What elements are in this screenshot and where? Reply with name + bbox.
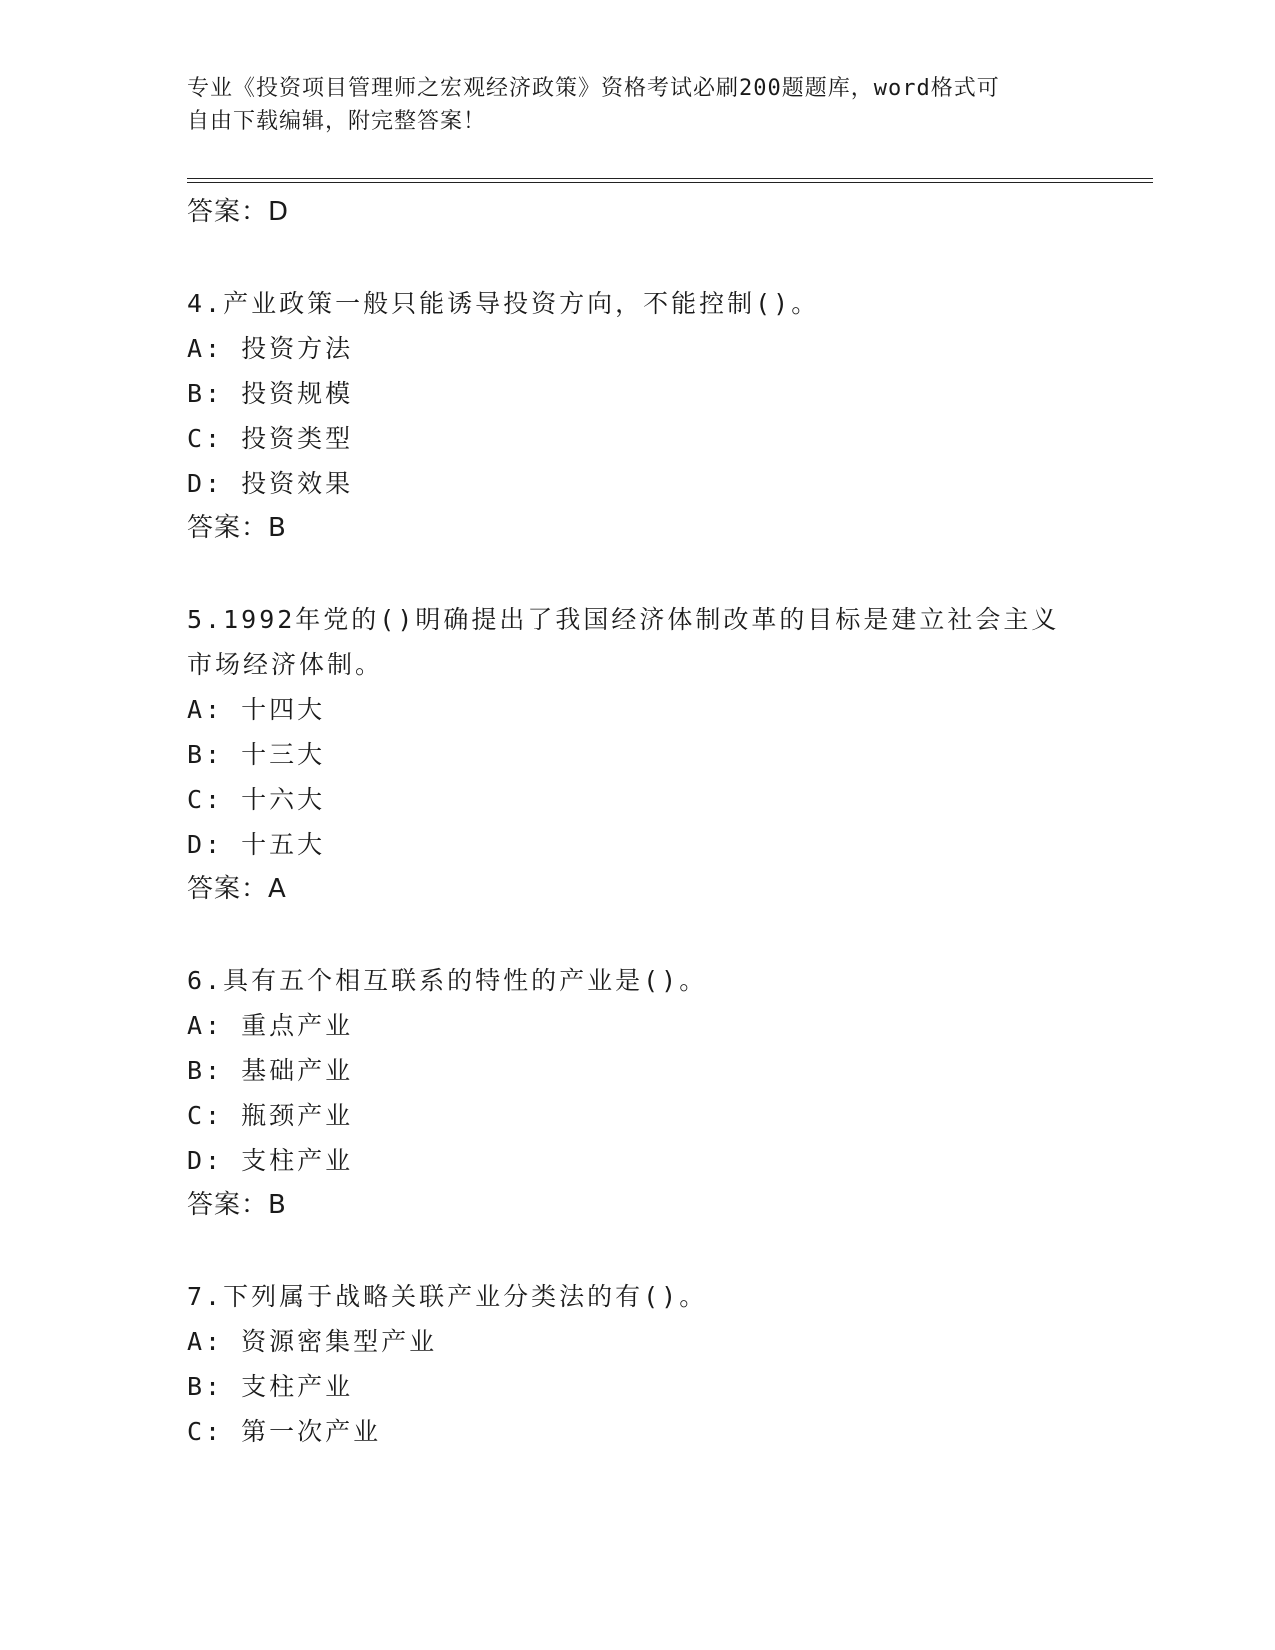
option-d: D: 投资效果	[187, 469, 354, 498]
option-c: C: 瓶颈产业	[187, 1101, 354, 1130]
question-4	[187, 281, 1087, 551]
option-b: B: 支柱产业	[187, 1372, 354, 1401]
option-c: C: 第一次产业	[187, 1417, 382, 1446]
answer-line: 答案：A	[187, 874, 287, 904]
answer-line: 答案：B	[187, 513, 287, 543]
question-stem: 6.具有五个相互联系的特性的产业是()。	[187, 966, 708, 995]
question-stem: 5.1992年党的()明确提出了我国经济体制改革的目标是建立社会主义市场经济体制。	[187, 605, 1060, 679]
answer-line: 答案：D	[187, 197, 290, 227]
option-d: D: 十五大	[187, 830, 326, 859]
question-stem: 7.下列属于战略关联产业分类法的有()。	[187, 1282, 708, 1311]
question-list	[187, 190, 1087, 1454]
answer-line: 答案：B	[187, 1190, 287, 1220]
option-b: B: 投资规模	[187, 379, 354, 408]
question-stem: 4.产业政策一般只能诱导投资方向，不能控制()。	[187, 289, 820, 318]
question-7	[187, 1274, 1087, 1454]
option-d: D: 支柱产业	[187, 1146, 354, 1175]
header-line-2: 自由下载编辑，附完整答案！	[187, 109, 487, 134]
option-a: A: 十四大	[187, 695, 326, 724]
question-5	[187, 597, 1087, 912]
question-6	[187, 958, 1087, 1228]
header-line-1: 专业《投资项目管理师之宏观经济政策》资格考试必刷200题题库，word格式可	[187, 76, 1000, 101]
option-a: A: 投资方法	[187, 334, 354, 363]
option-a: A: 资源密集型产业	[187, 1327, 438, 1356]
option-c: C: 投资类型	[187, 424, 354, 453]
option-c: C: 十六大	[187, 785, 326, 814]
option-a: A: 重点产业	[187, 1011, 354, 1040]
option-b: B: 基础产业	[187, 1056, 354, 1085]
header-divider	[187, 178, 1153, 183]
document-header	[187, 72, 1067, 138]
option-b: B: 十三大	[187, 740, 326, 769]
